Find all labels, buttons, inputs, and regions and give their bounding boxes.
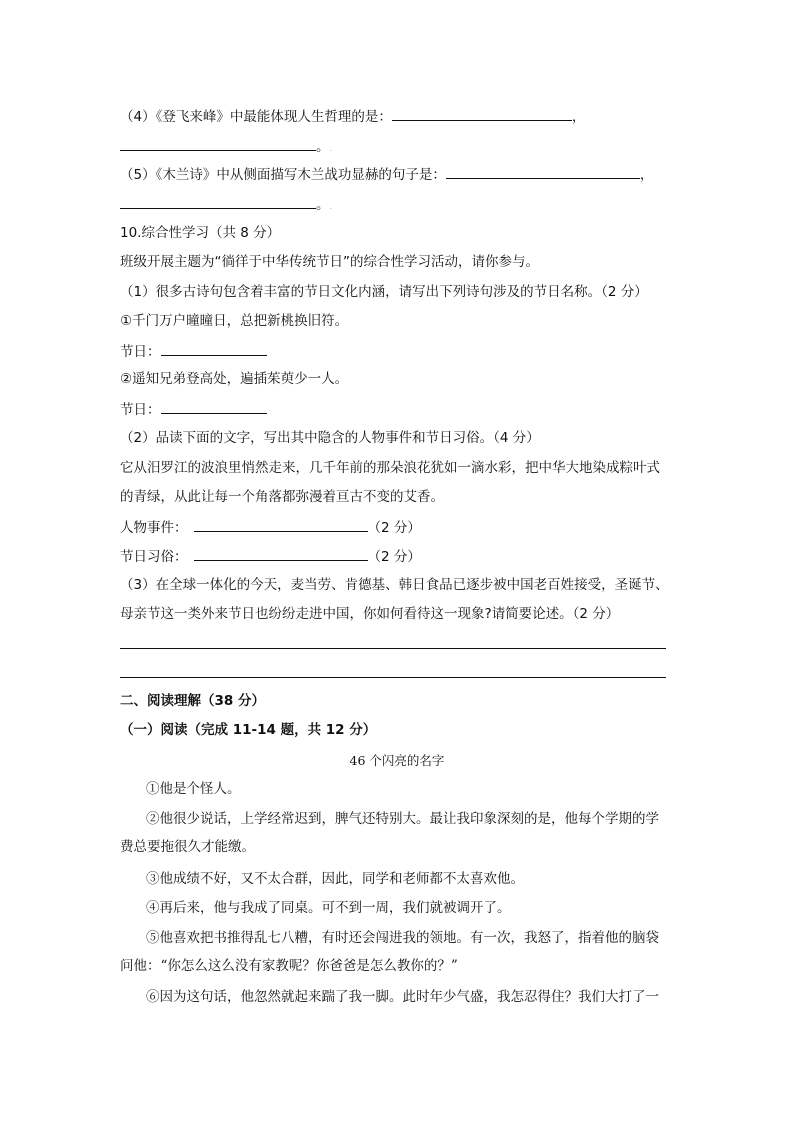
q4-line [120, 106, 585, 126]
custom-answer[interactable] [194, 546, 368, 561]
q10-part3-line1: （3）在全球一体化的今天，麦当劳、肯德基、韩日食品已逐步被中国老百姓接受，圣诞节、 [120, 577, 669, 593]
q5-answer-blank-1[interactable] [446, 164, 640, 179]
q10-part3-line2: 母亲节这一类外来节日也纷纷走进中国，你如何看待这一现象?请简要论述。（2 分） [120, 606, 620, 622]
event-score: （2 分） [367, 520, 421, 536]
q4-comma: ， [571, 109, 586, 125]
event-label: 人物事件： [120, 520, 188, 536]
custom-score: （2 分） [367, 549, 421, 565]
q4-answer-blank-1[interactable] [392, 106, 572, 121]
q5-comma: ， [639, 167, 654, 183]
story-p2-line2: 费总要拖很久才能缴。 [120, 839, 255, 855]
story-p4: ④再后来，他与我成了同桌。可不到一周，我们就被调开了。 [146, 900, 511, 916]
answer-rule-1[interactable] [120, 648, 666, 649]
story-p1: ①他是个怪人。 [146, 781, 241, 797]
q10-part2: （2）品读下面的文字，写出其中隐含的人物事件和节日习俗。（4 分） [120, 430, 540, 446]
festival-label: 节日： [120, 402, 161, 418]
custom-label: 节日习俗： [120, 549, 188, 565]
q10-poem2: ②遥知兄弟登高处，遍插茱萸少一人。 [120, 371, 349, 387]
festival-answer-1[interactable] [161, 341, 267, 356]
story-p2-line1: ②他很少说话，上学经常迟到，脾气还特别大。最让我印象深刻的是，他每个学期的学 [146, 811, 659, 827]
festival-answer-2[interactable] [161, 399, 267, 414]
q5-line-2 [120, 194, 332, 216]
passage-line-1: 它从汨罗江的波浪里悄然走来，几千年前的那朵浪花犹如一滴水彩，把中华大地染成粽叶式 [120, 460, 660, 476]
q10-intro: 班级开展主题为“徜徉于中华传统节日”的综合性学习活动，请你参与。 [120, 254, 539, 270]
reading-subtitle: （一）阅读（完成 11-14 题，共 12 分） [120, 722, 377, 738]
story-p5-line2: 问他：“你怎么这么没有家教呢？你爸爸是怎么教你的？” [120, 958, 458, 974]
festival-label: 节日： [120, 344, 161, 360]
q4-answer-blank-2[interactable] [120, 136, 316, 151]
story-p3: ③他成绩不好，又不太合群，因此，同学和老师都不太喜欢他。 [146, 871, 524, 887]
story-p5-line1: ⑤他喜欢把书推得乱七八糟，有时还会闯进我的领地。有一次，我怒了，指着他的脑袋 [146, 930, 659, 946]
q5-line [120, 164, 653, 184]
tick-mark: . [329, 202, 333, 211]
reading-section-title: 二、阅读理解（38 分） [120, 693, 265, 709]
festival-line-1 [120, 341, 267, 361]
q10-heading: 10.综合性学习（共 8 分） [120, 225, 281, 241]
q4-label: （4）《登飞来峰》中最能体现人生哲理的是： [120, 109, 392, 125]
tick-mark: . [329, 144, 333, 153]
q5-end: 。 [316, 197, 330, 213]
event-answer[interactable] [194, 517, 368, 532]
q10-part1: （1）很多古诗句包含着丰富的节日文化内涵，请写出下列诗句涉及的节日名称。（2 分） [120, 284, 648, 300]
passage-line-2: 的青绿，从此让每一个角落都弥漫着亘古不变的艾香。 [120, 489, 444, 505]
answer-rule-2[interactable] [120, 677, 666, 678]
q10-poem1: ①千门万户曈曈日，总把新桃换旧符。 [120, 313, 349, 329]
event-line [120, 517, 421, 537]
story-title: 46 个闪亮的名字 [349, 753, 445, 768]
custom-line [120, 546, 421, 566]
q5-answer-blank-2[interactable] [120, 194, 316, 209]
q4-line-2 [120, 136, 332, 158]
festival-line-2 [120, 399, 267, 419]
q5-label: （5）《木兰诗》中从侧面描写木兰战功显赫的句子是： [120, 167, 446, 183]
q4-end: 。 [316, 139, 330, 155]
story-p6: ⑥因为这句话，他忽然就起来踹了我一脚。此时年少气盛，我怎忍得住？我们大打了一 [146, 989, 659, 1005]
